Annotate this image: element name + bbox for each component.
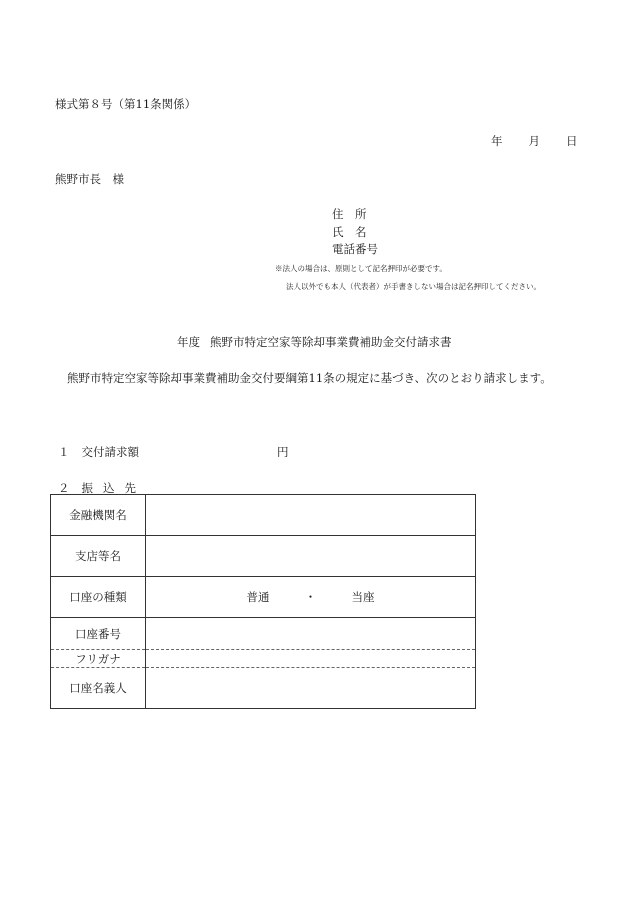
applicant-block bbox=[332, 206, 378, 259]
item1-number: １ bbox=[58, 445, 70, 459]
item2-label: 振込先 bbox=[81, 481, 146, 495]
date-year: 年 bbox=[491, 134, 503, 148]
account-holder-field[interactable] bbox=[146, 668, 476, 709]
phone-label: 電話番号 bbox=[332, 242, 378, 256]
bank-name-label: 金融機関名 bbox=[51, 495, 146, 536]
furigana-field[interactable] bbox=[146, 650, 476, 668]
note-non-corporation: 法人以外でも本人（代表者）が手書きしない場合は記名押印してください。 bbox=[286, 282, 541, 291]
title-text: 熊野市特定空家等除却事業費補助金交付請求書 bbox=[210, 335, 452, 349]
account-number-field[interactable] bbox=[146, 618, 476, 650]
table-row bbox=[51, 577, 476, 618]
table-row bbox=[51, 668, 476, 709]
table-row bbox=[51, 650, 476, 668]
account-type-separator: ・ bbox=[304, 590, 317, 604]
account-type-ordinary[interactable]: 普通 bbox=[246, 590, 270, 604]
document-title bbox=[177, 334, 452, 350]
table-row bbox=[51, 536, 476, 577]
date-line bbox=[491, 133, 578, 149]
account-type-label: 口座の種類 bbox=[51, 577, 146, 618]
date-day: 日 bbox=[566, 134, 578, 148]
note-corporation: ※法人の場合は、原則として記名押印が必要です。 bbox=[275, 264, 447, 273]
name-label: 氏 名 bbox=[332, 224, 367, 239]
branch-name-label: 支店等名 bbox=[51, 536, 146, 577]
bank-name-field[interactable] bbox=[146, 495, 476, 536]
table-row bbox=[51, 618, 476, 650]
item2-number: ２ bbox=[58, 481, 70, 495]
branch-name-field[interactable] bbox=[146, 536, 476, 577]
bank-account-table bbox=[50, 494, 476, 709]
item-request-amount bbox=[58, 444, 289, 460]
title-year: 年度 bbox=[177, 335, 200, 349]
body-text: 熊野市特定空家等除却事業費補助金交付要綱第11条の規定に基づき、次のとおり請求します。 bbox=[67, 371, 552, 385]
form-number: 様式第８号（第11条関係） bbox=[55, 97, 197, 111]
account-number-label: 口座番号 bbox=[51, 618, 146, 650]
account-type-field bbox=[146, 577, 476, 618]
account-holder-label: 口座名義人 bbox=[51, 668, 146, 709]
furigana-label: フリガナ bbox=[51, 650, 146, 668]
item1-unit: 円 bbox=[277, 445, 289, 459]
date-month: 月 bbox=[528, 134, 540, 148]
table-row bbox=[51, 495, 476, 536]
item1-label: 交付請求額 bbox=[81, 445, 139, 459]
address-label: 住 所 bbox=[332, 207, 367, 221]
addressee: 熊野市長 様 bbox=[55, 172, 124, 186]
account-type-current[interactable]: 当座 bbox=[351, 590, 375, 604]
